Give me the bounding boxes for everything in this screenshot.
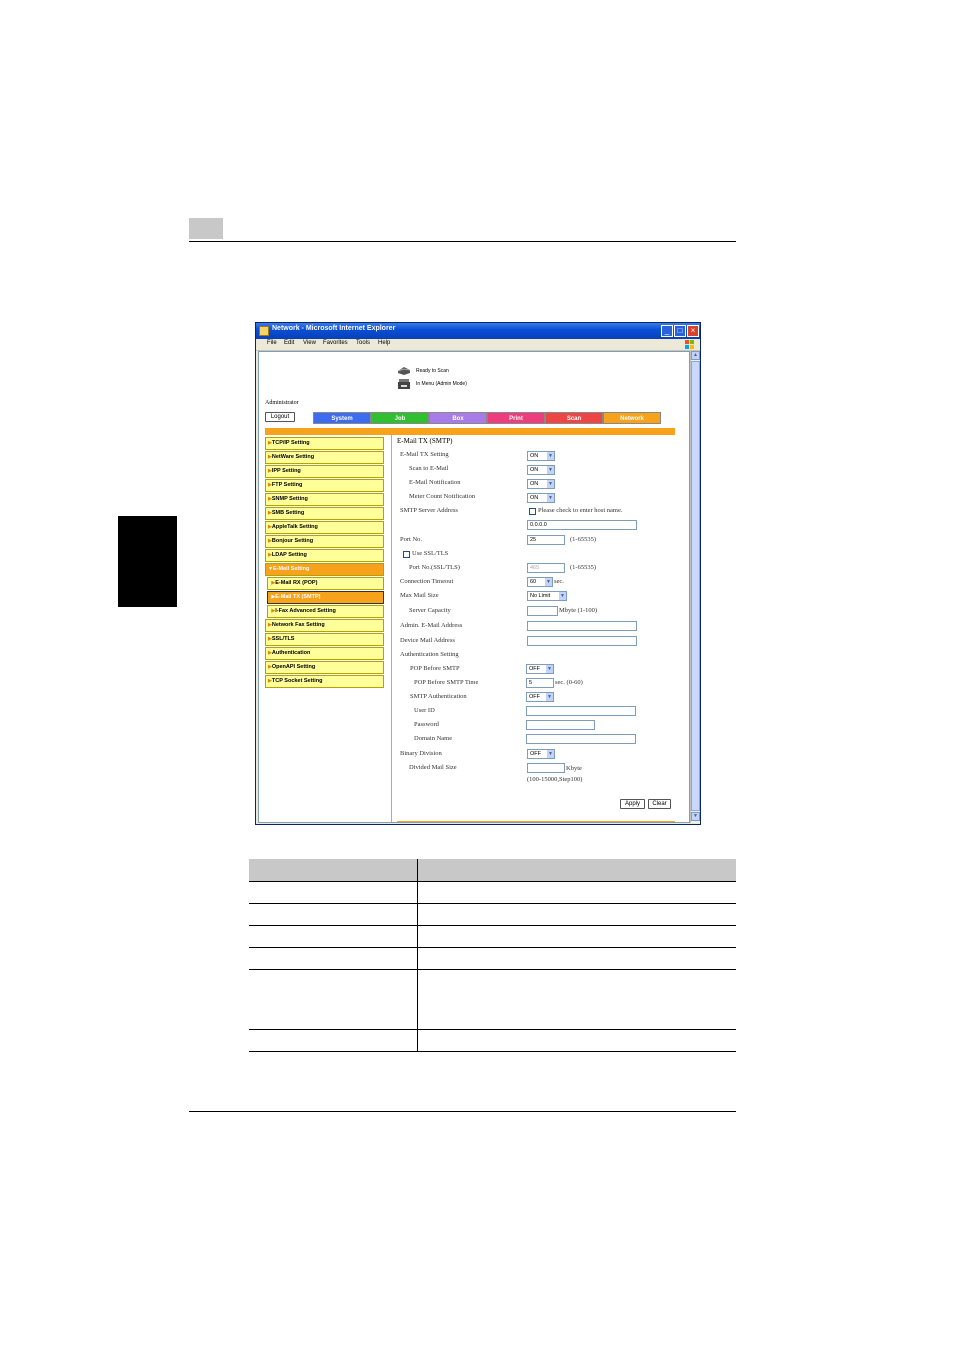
chapter-side-tab (118, 516, 177, 607)
menu-help[interactable]: Help (378, 340, 391, 346)
footer-rule (189, 1111, 736, 1112)
chevron-down-icon: ▼ (548, 751, 553, 757)
divided-size-label: Divided Mail Size (409, 764, 457, 771)
table-row (249, 948, 736, 970)
sidebar-item-ifax[interactable]: ▶I-Fax Advanced Setting (267, 605, 384, 618)
arrow-right-icon: ▶ (268, 636, 272, 642)
printer-icon (397, 378, 411, 390)
smtp-server-label: SMTP Server Address (400, 507, 458, 514)
tab-box[interactable]: Box (429, 412, 487, 424)
minimize-button[interactable]: _ (661, 325, 673, 337)
vertical-scrollbar[interactable] (690, 351, 700, 823)
menu-file[interactable]: File (267, 340, 277, 346)
admin-email-label: Admin. E-Mail Address (400, 622, 463, 629)
chevron-down-icon: ▼ (560, 593, 565, 599)
admin-email-input[interactable] (527, 621, 637, 631)
vertical-divider (391, 435, 392, 823)
menu-view[interactable]: View (303, 340, 316, 346)
tab-system[interactable]: System (313, 412, 371, 424)
sidebar-item-tcpip[interactable]: ▶TCP/IP Setting (265, 437, 384, 450)
pop-time-unit: sec. (0-60) (555, 679, 583, 686)
ssl-port-label: Port No.(SSL/TLS) (409, 564, 460, 571)
max-mail-label: Max Mail Size (400, 592, 439, 599)
hostname-checkbox-label: Please check to enter host name. (538, 507, 623, 514)
ssl-port-input[interactable]: 465 (527, 563, 565, 573)
table-cell (249, 904, 418, 926)
pop-before-label: POP Before SMTP (410, 665, 460, 672)
clear-button[interactable]: Clear (648, 799, 671, 809)
table-row (249, 1030, 736, 1052)
menu-favorites[interactable]: Favorites (323, 340, 348, 346)
user-id-input[interactable] (526, 706, 636, 716)
capacity-label: Server Capacity (409, 607, 451, 614)
tab-network[interactable]: Network (603, 412, 661, 424)
ie-icon (259, 326, 269, 336)
tab-scan[interactable]: Scan (545, 412, 603, 424)
sidebar-item-ftp[interactable]: ▶FTP Setting (265, 479, 384, 492)
sidebar-item-ldap[interactable]: ▶LDAP Setting (265, 549, 384, 562)
description-table (249, 859, 736, 1052)
notification-select[interactable]: ON ▼ (527, 479, 555, 489)
chevron-down-icon: ▼ (548, 495, 553, 501)
auth-setting-label: Authentication Setting (400, 651, 459, 658)
table-row (249, 882, 736, 904)
sidebar-item-email-rx[interactable]: ▶E-Mail RX (POP) (267, 577, 384, 590)
capacity-unit: Mbyte (1-100) (559, 607, 598, 614)
table-header-row (249, 859, 736, 882)
menu-tools[interactable]: Tools (356, 340, 371, 346)
ssl-port-range: (1-65535) (570, 564, 596, 571)
arrow-right-icon: ▶ (268, 678, 272, 684)
smtp-auth-select[interactable]: OFF ▼ (526, 692, 554, 702)
chevron-down-icon: ▼ (547, 694, 552, 700)
password-input[interactable] (526, 720, 595, 730)
sidebar-item-bonjour[interactable]: ▶Bonjour Setting (265, 535, 384, 548)
use-ssl-checkbox[interactable] (403, 551, 410, 558)
port-label: Port No. (400, 536, 423, 543)
tab-job[interactable]: Job (371, 412, 429, 424)
sidebar-item-ssl[interactable]: ▶SSL/TLS (265, 633, 384, 646)
close-button[interactable]: × (687, 325, 699, 337)
arrow-right-icon: ▶ (268, 496, 272, 502)
table-cell (418, 948, 737, 970)
meter-count-label: Meter Count Notification (409, 493, 476, 500)
arrow-right-icon: ▶ (268, 538, 272, 544)
max-mail-select[interactable]: No Limit ▼ (527, 591, 567, 601)
arrow-right-icon: ▶ (268, 650, 272, 656)
sidebar-item-tcp-socket[interactable]: ▶TCP Socket Setting (265, 675, 384, 688)
binary-division-label: Binary Division (400, 750, 442, 757)
title-bar[interactable] (256, 323, 700, 339)
sidebar-item-snmp[interactable]: ▶SNMP Setting (265, 493, 384, 506)
notification-label: E-Mail Notification (409, 479, 461, 486)
scan-to-email-select[interactable]: ON ▼ (527, 465, 555, 475)
tab-print[interactable]: Print (487, 412, 545, 424)
password-label: Password (414, 721, 439, 728)
table-row (249, 904, 736, 926)
table-cell (249, 926, 418, 948)
table-cell (418, 904, 737, 926)
table-cell (418, 1030, 737, 1052)
scrollbar-thumb[interactable] (691, 361, 700, 811)
table-row (249, 926, 736, 948)
table-cell (418, 970, 737, 1030)
hostname-checkbox[interactable] (529, 508, 536, 515)
user-label: Administrator (265, 400, 299, 406)
chevron-down-icon: ▼ (546, 579, 551, 585)
table-header-cell (418, 859, 737, 882)
use-ssl-label: Use SSL/TLS (412, 550, 449, 557)
table-row (249, 970, 736, 1030)
arrow-right-icon: ▶ (268, 622, 272, 628)
chevron-down-icon: ▼ (547, 666, 552, 672)
pop-time-label: POP Before SMTP Time (414, 679, 479, 686)
table-cell (249, 882, 418, 904)
timeout-unit: sec. (554, 578, 564, 585)
table-cell (249, 1030, 418, 1052)
header-rule (189, 241, 736, 242)
port-range: (1-65535) (570, 536, 596, 543)
scan-to-email-label: Scan to E-Mail (409, 465, 449, 472)
user-id-label: User ID (414, 707, 435, 714)
sidebar-item-netware[interactable]: ▶NetWare Setting (265, 451, 384, 464)
arrow-right-icon: ▶ (268, 440, 272, 446)
timeout-select[interactable]: 60 ▼ (527, 577, 553, 587)
table-cell (249, 948, 418, 970)
pop-time-input[interactable]: 5 (526, 678, 554, 688)
smtp-auth-label: SMTP Authentication (410, 693, 467, 700)
logout-button[interactable]: Logout (265, 412, 295, 422)
browser-window (255, 322, 701, 825)
divided-size-unit: Kbyte (566, 765, 582, 772)
scroll-down-icon[interactable]: ▼ (691, 812, 700, 821)
timeout-label: Connection Timeout (400, 578, 454, 585)
domain-input[interactable] (526, 734, 636, 744)
windows-logo-icon (685, 340, 694, 349)
arrow-right-icon: ▶ (268, 468, 272, 474)
capacity-input[interactable] (527, 606, 558, 616)
maximize-button[interactable]: □ (674, 325, 686, 337)
pop-before-select[interactable]: OFF ▼ (526, 664, 554, 674)
binary-division-select[interactable]: OFF ▼ (527, 749, 555, 759)
sidebar-item-email-tx[interactable]: ▶E-Mail TX (SMTP) (267, 591, 384, 604)
printer-status: In Menu (Admin Mode) (416, 381, 467, 387)
table-cell (249, 970, 418, 1030)
arrow-down-icon: ▼ (268, 566, 273, 572)
arrow-right-icon: ▶ (268, 552, 272, 558)
arrow-right-icon: ▶ (268, 664, 272, 670)
sidebar-item-appletalk[interactable]: ▶AppleTalk Setting (265, 521, 384, 534)
sidebar-item-openapi[interactable]: ▶OpenAPI Setting (265, 661, 384, 674)
chevron-down-icon: ▼ (548, 467, 553, 473)
arrow-right-icon: ▶ (268, 510, 272, 516)
sidebar-item-authentication[interactable]: ▶Authentication (265, 647, 384, 660)
arrow-right-icon: ▶ (270, 594, 276, 600)
device-email-label: Device Mail Address (400, 637, 455, 644)
device-email-input[interactable] (527, 636, 637, 646)
domain-label: Domain Name (414, 735, 453, 742)
scroll-up-icon[interactable]: ▲ (691, 351, 700, 360)
scanner-status: Ready to Scan (416, 368, 449, 374)
chevron-down-icon: ▼ (548, 453, 553, 459)
form-title: E-Mail TX (SMTP) (397, 437, 453, 445)
page-header-tab (189, 218, 223, 239)
scanner-icon (397, 366, 411, 376)
smtp-server-input[interactable]: 0.0.0.0 (527, 520, 637, 530)
arrow-right-icon: ▶ (270, 580, 276, 586)
arrow-right-icon: ▶ (268, 524, 272, 530)
sidebar-item-email[interactable]: ▼E-Mail Setting (265, 563, 384, 576)
port-input[interactable]: 25 (527, 535, 565, 545)
sidebar-nav (265, 437, 384, 689)
sidebar-item-network-fax[interactable]: ▶Network Fax Setting (265, 619, 384, 632)
arrow-right-icon: ▶ (270, 608, 276, 614)
tx-setting-select[interactable]: ON ▼ (527, 451, 555, 461)
chevron-down-icon: ▼ (548, 481, 553, 487)
table-header-cell (249, 859, 418, 882)
table-cell (418, 882, 737, 904)
arrow-right-icon: ▶ (268, 482, 272, 488)
divided-size-range: (100-15000,Step100) (527, 776, 583, 783)
tx-setting-label: E-Mail TX Setting (400, 451, 449, 458)
page-content (258, 351, 690, 823)
table-cell (418, 926, 737, 948)
window-title: Network - Microsoft Internet Explorer (272, 325, 396, 332)
apply-button[interactable]: Apply (620, 799, 645, 809)
arrow-right-icon: ▶ (268, 454, 272, 460)
menu-bar (256, 339, 700, 351)
tab-underline-bar (265, 428, 675, 435)
sidebar-item-ipp[interactable]: ▶IPP Setting (265, 465, 384, 478)
menu-edit[interactable]: Edit (284, 340, 295, 346)
sidebar-item-smb[interactable]: ▶SMB Setting (265, 507, 384, 520)
form-bottom-rule (397, 821, 675, 822)
divided-size-input[interactable] (527, 763, 565, 773)
meter-count-select[interactable]: ON ▼ (527, 493, 555, 503)
